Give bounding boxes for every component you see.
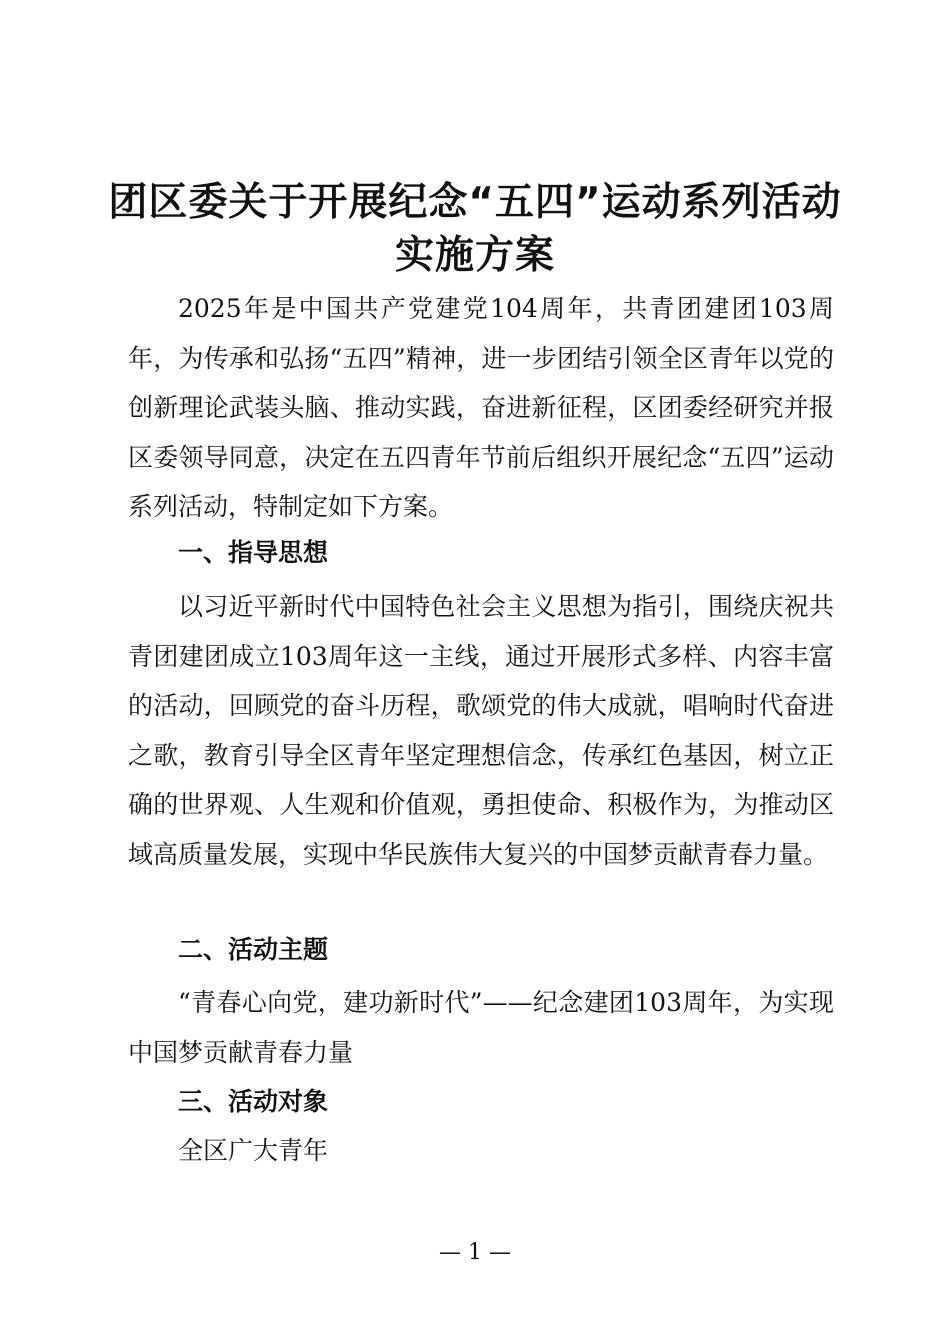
section-paragraph-activity-target: 全区广大青年: [178, 1136, 329, 1165]
section-heading-activity-target: 三、活动对象: [178, 1087, 329, 1116]
section-heading-activity-theme: 二、活动主题: [178, 935, 329, 964]
section-paragraph-guiding-ideology: 以习近平新时代中国特色社会主义思想为指引，围绕庆祝共青团建团成立103周年这一主线，通过开展形式多样、内容丰富的活动，回顾党的奋斗历程，歌颂党的伟大成就，唱响时代奋进之歌，教育引导全区青年坚定理想信念，传承红色基因，树立正确的世界观、人生观和价值观，勇担使命、积极作为，为推动区域高质量发展，实现中华民族伟大复兴的中国梦贡献青春力量。: [128, 592, 834, 869]
intro-paragraph: 2025年是中国共产党建党104周年，共青团建团103周年，为传承和弘扬“五四”精神，进一步团结引领全区青年以党的创新理论武装头脑、推动实践，奋进新征程，区团委经研究并报区委领导同意，决定在五四青年节前后组织开展纪念“五四”运动系列活动，特制定如下方案。: [128, 294, 834, 521]
page-number: — 1 —: [439, 1240, 511, 1265]
section-paragraph-activity-theme: “青春心向党，建功新时代”——纪念建团103周年，为实现中国梦贡献青春力量: [128, 988, 834, 1067]
section-heading-guiding-ideology: 一、指导思想: [178, 538, 329, 567]
document-title: 团区委关于开展纪念“五四”运动系列活动实施方案: [108, 180, 842, 278]
